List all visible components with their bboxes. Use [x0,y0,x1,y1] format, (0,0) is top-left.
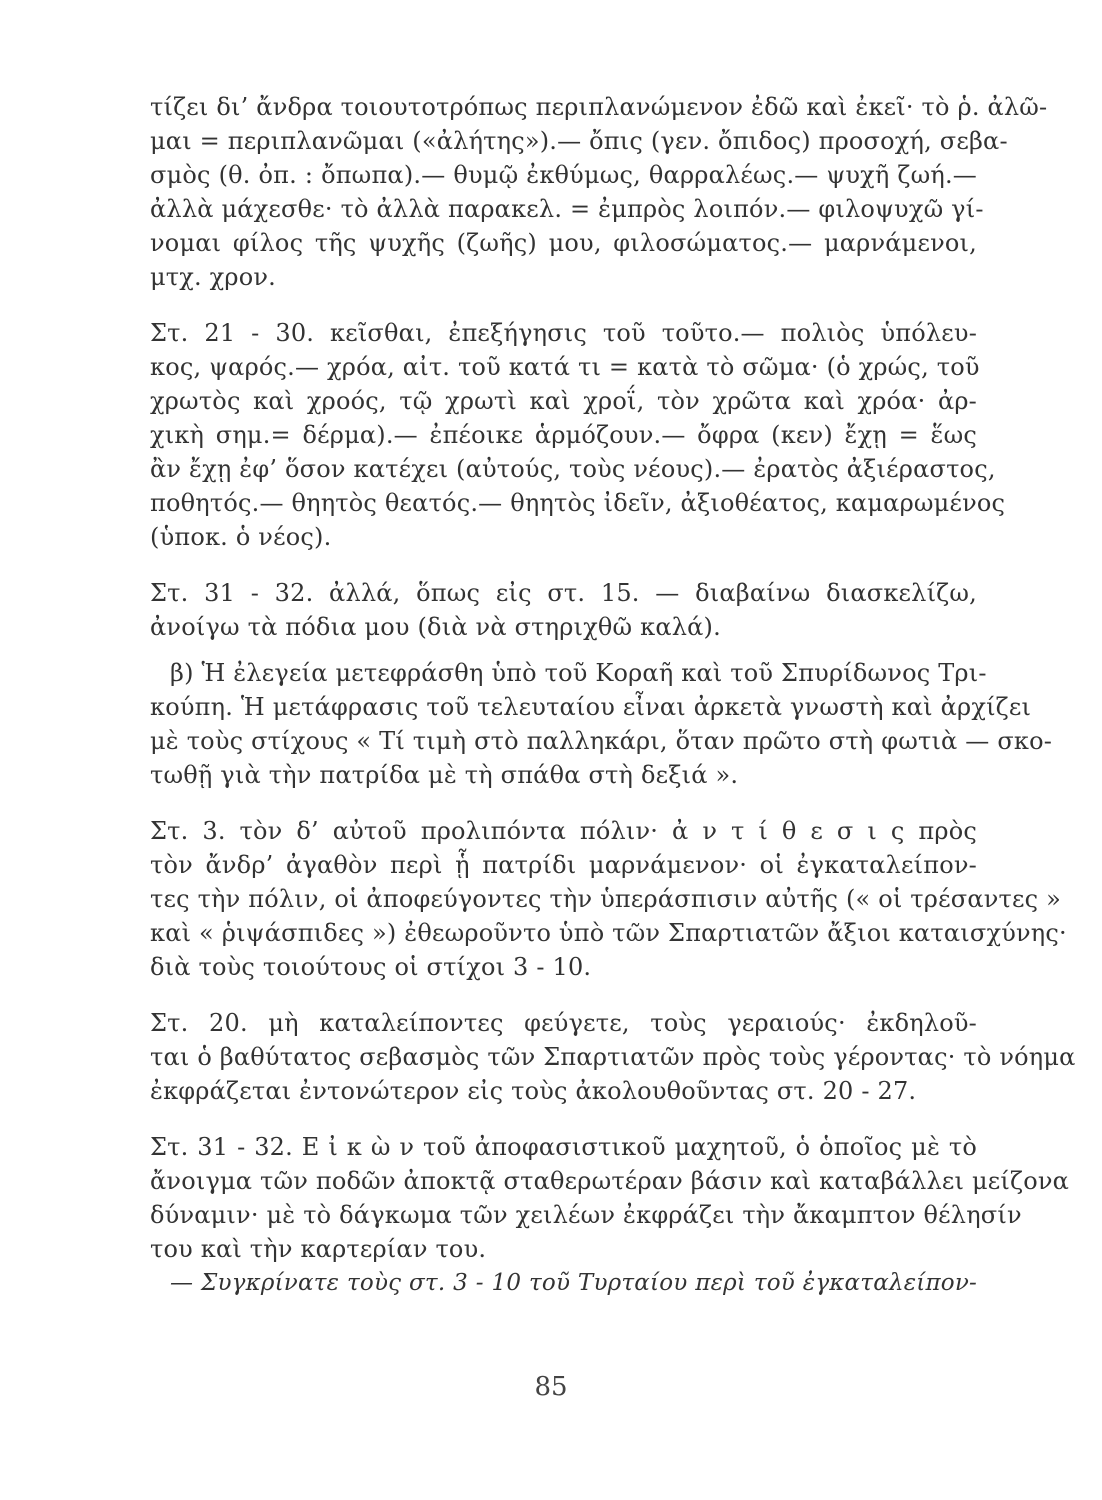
text-line: ται ὁ βαθύτατος σεβασμὸς τῶν Σπαρτιατῶν πρὸς τοὺς γέροντας· τὸ νόημα [150,1043,1076,1071]
text-line: τες τὴν πόλιν, οἱ ἀποφεύγοντες τὴν ὑπεράσπισιν αὐτῆς (« οἱ τρέσαντες » [150,885,1061,913]
text-line: μαι = περιπλανῶμαι («ἀλήτης»).— ὄπις (γεν. ὄπιδος) προσοχή, σεβα- [150,127,1008,155]
text-line: κούπη. Ἡ μετάφρασις τοῦ τελευταίου εἶναι ἀρκετὰ γνωστὴ καὶ ἀρχίζει [150,693,1032,721]
footnote-compare [150,1266,977,1300]
text-line: χρωτὸς καὶ χροός, τῷ χρωτὶ καὶ χροΐ, τὸν χρῶτα καὶ χρόα· ἀρ- [150,387,977,415]
paragraph-verse-20 [150,1006,1076,1108]
text-line: Στ. 3. τὸν δ’ αὐτοῦ προλιπόντα πόλιν· ἀ ν τ ί θ ε σ ι ς πρὸς [150,817,977,845]
paragraph-verse-3 [150,814,1067,984]
paragraph-verses-21-30 [150,316,1006,554]
text-line: (ὑποκ. ὁ νέος). [150,523,332,551]
text-line: κος, ψαρός.— χρόα, αἰτ. τοῦ κατά τι = κατὰ τὸ σῶμα· (ὁ χρώς, τοῦ [150,353,980,381]
text-line: δύναμιν· μὲ τὸ δάγκωμα τῶν χειλέων ἐκφράζει τὴν ἄκαμπτον θέλησίν [150,1201,1022,1229]
text-line: μτχ. χρον. [150,263,276,291]
text-line: τωθῇ γιὰ τὴν πατρίδα μὲ τὴ σπάθα στὴ δεξιά ». [150,761,739,789]
text-line: ποθητός.— θηητὸς θεατός.— θηητὸς ἰδεῖν, ἀξιοθέατος, καμαρωμένος [150,489,1006,517]
text-line: ἄνοιγμα τῶν ποδῶν ἀποκτᾷ σταθερωτέραν βάσιν καὶ καταβάλλει μείζονα [150,1167,1070,1195]
text-line: διὰ τοὺς τοιούτους οἱ στίχοι 3 - 10. [150,953,592,981]
paragraph-translation-note [150,656,987,690]
text-line: καὶ « ῥιψάσπιδες ») ἐθεωροῦντο ὑπὸ τῶν Σπαρτιατῶν ἄξιοι καταισχύνης· [150,919,1067,947]
text-line: Στ. 21 - 30. κεῖσθαι, ἐπεξήγησις τοῦ τοῦτο.— πολιὸς ὑπόλευ- [150,319,977,347]
text-line: χικὴ σημ.= δέρμα).— ἐπέοικε ἁρμόζουν.— ὄφρα (κεν) ἔχῃ = ἕως [150,421,977,449]
text-line: Στ. 31 - 32. ἀλλά, ὅπως εἰς στ. 15. — διαβαίνω διασκελίζω, [150,579,977,607]
text-line: Στ. 31 - 32. Ε ἰ κ ὼ ν τοῦ ἀποφασιστικοῦ μαχητοῦ, ὁ ὁποῖος μὲ τὸ [150,1133,977,1161]
paragraph-glossary-1 [150,90,1048,294]
text-line: β) Ἡ ἐλεγεία μετεφράσθη ὑπὸ τοῦ Κοραῆ καὶ τοῦ Σπυρίδωνος Τρι- [170,659,987,687]
text-line: Στ. 20. μὴ καταλείποντες φεύγετε, τοὺς γεραιούς· ἐκδηλοῦ- [150,1009,977,1037]
text-line: μὲ τοὺς στίχους « Τί τιμὴ στὸ παλληκάρι, ὅταν πρῶτο στὴ φωτιὰ — σκο- [150,727,1053,755]
text-line: τίζει δι’ ἄνδρα τοιουτοτρόπως περιπλανώμενον ἐδῶ καὶ ἐκεῖ· τὸ ῥ. ἀλῶ- [150,93,1048,121]
text-line: σμὸς (θ. ὀπ. : ὄπωπα).— θυμῷ ἐκθύμως, θαρραλέως.— ψυχῆ ζωή.— [150,161,977,189]
paragraph-translation-note-cont [150,690,1053,792]
paragraph-verses-31-32 [150,576,977,644]
text-line: — Συγκρίνατε τοὺς στ. 3 - 10 τοῦ Τυρταίου περὶ τοῦ ἐγκαταλείπον- [170,1270,977,1296]
text-line: του καὶ τὴν καρτερίαν του. [150,1235,487,1263]
text-line: ἂν ἔχῃ ἐφ’ ὅσον κατέχει (αὐτούς, τοὺς νέους).— ἐρατὸς ἀξιέραστος, [150,455,996,483]
text-line: ἐκφράζεται ἐντονώτερον εἰς τοὺς ἀκολουθοῦντας στ. 20 - 27. [150,1077,917,1105]
text-line: τὸν ἄνδρ’ ἀγαθὸν περὶ ᾗ πατρίδι μαρνάμενον· οἱ ἐγκαταλείπον- [150,851,977,879]
page-number: 85 [534,1372,568,1402]
text-line: νομαι φίλος τῆς ψυχῆς (ζωῆς) μου, φιλοσώματος.— μαρνάμενοι, [150,229,977,257]
text-line: ἀλλὰ μάχεσθε· τὸ ἀλλὰ παρακελ. = ἐμπρὸς λοιπόν.— φιλοψυχῶ γί- [150,195,984,223]
paragraph-verses-31-32-image [150,1130,1070,1266]
text-line: ἀνοίγω τὰ πόδια μου (διὰ νὰ στηριχθῶ καλά). [150,613,721,641]
